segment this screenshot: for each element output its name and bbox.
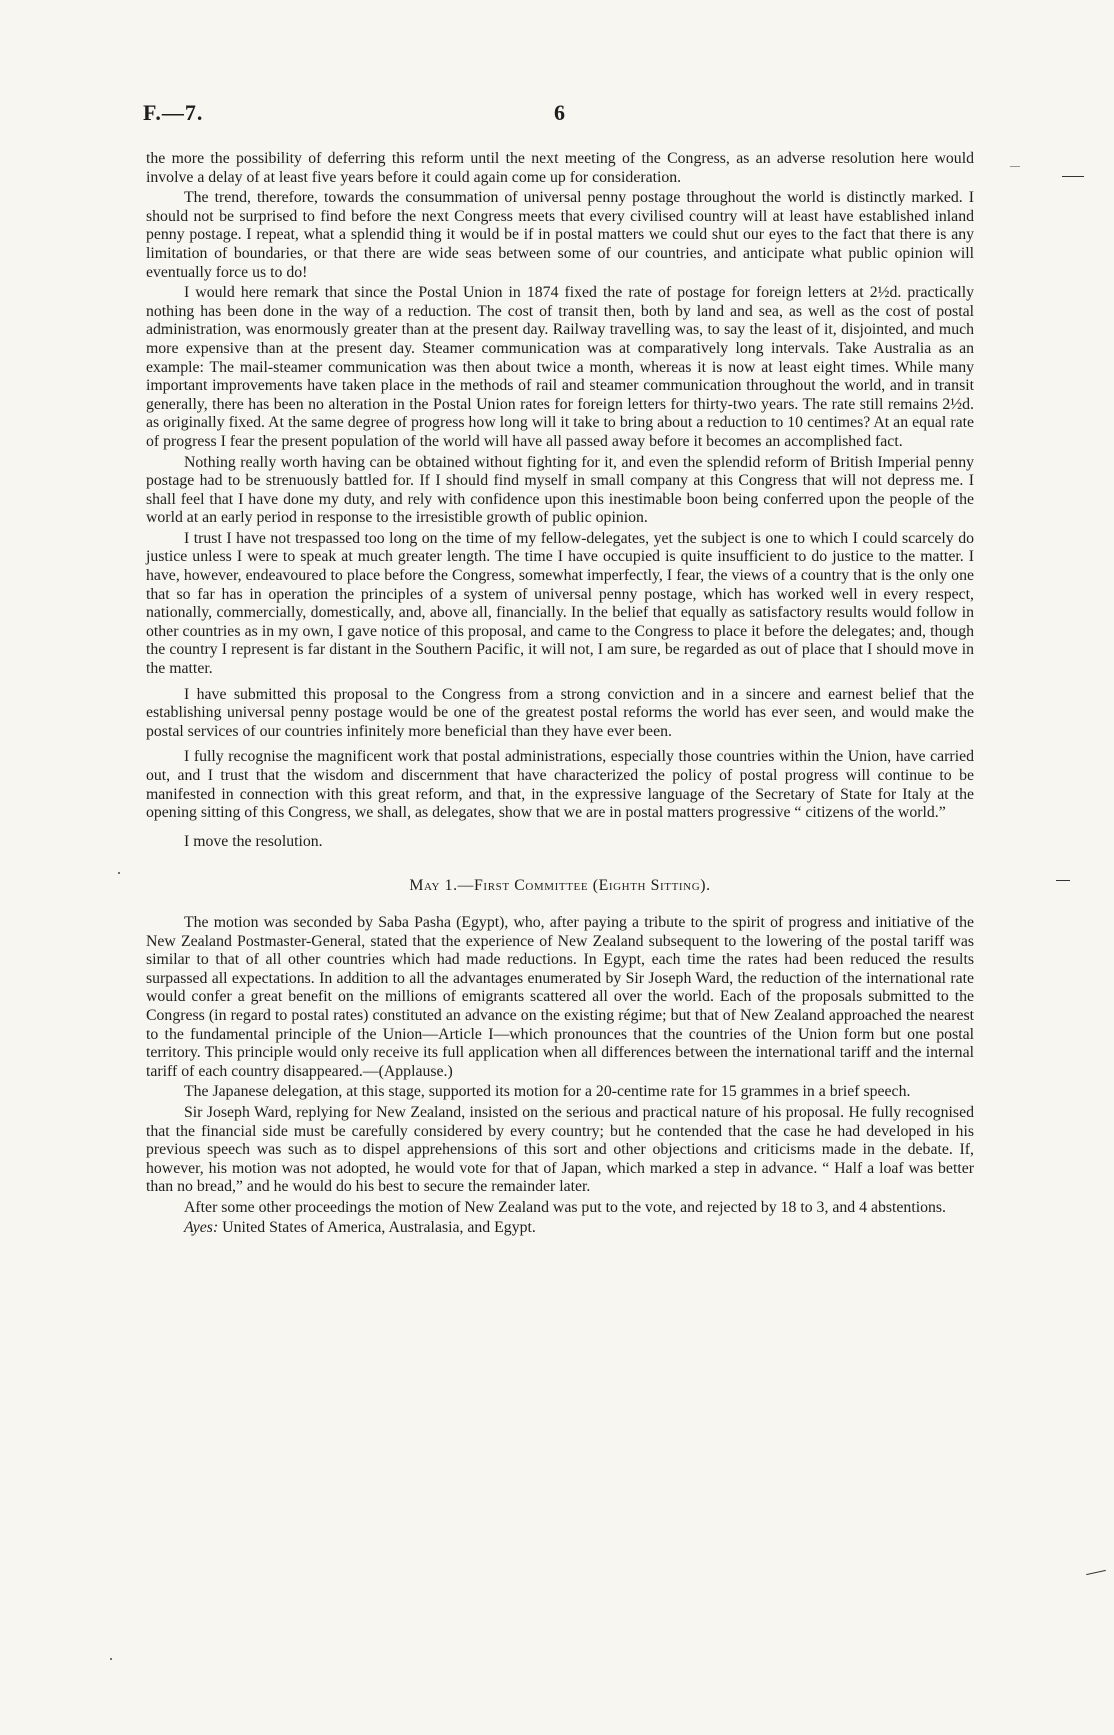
paragraph: I would here remark that since the Postal Union in 1874 fixed the rate of postage for foreign letters at 2½d. practically nothing has been done in the way of a reduction. The cost of transit then, both by land and sea, as well as the cost of postal administration, was enormously greater than at the present day. Railway travelling was, to say the least of it, disjointed, and much more expensive than at the present day. Steamer communication was at comparatively long intervals. Take Australia as an example: The mail-steamer communication was then about twice a month, whereas it is now at least eight times. While many important improvements have taken place in the methods of rail and steamer communication throughout the world, and in transit generally, there has been no alteration in the Postal Union rates for foreign letters for thirty-two years. The rate still remains 2½d. as originally fixed. At the same degree of progress how long will it take to bring about a reduction to 10 centimes? At an equal rate of progress I fear the present population of the world will have all passed away before it becomes an accomplished fact. bbox=[146, 284, 974, 450]
margin-scan-mark bbox=[1086, 1570, 1106, 1575]
paragraph: I trust I have not trespassed too long on the time of my fellow-delegates, yet the subject is one to which I could scarcely do justice unless I were to speak at much greater length. The time I have occupied is quite insufficient to do justice to the matter. I have, however, endeavoured to place before the Congress, somewhat imperfectly, I fear, the views of a country that is the only one that so far has in operation the principles of a system of universal penny postage, which has worked well in every respect, nationally, commercially, domestically, and, above all, financially. In the belief that equally as satisfactory results would follow in other countries as in my own, I gave notice of this proposal, and came to the Congress to place it before the delegates; and, though the country I represent is far distant in the Southern Pacific, it will not, I am sure, be regarded as out of place that I should move in the matter. bbox=[146, 529, 974, 678]
page-number: 6 bbox=[554, 100, 565, 125]
document-reference: F.—7. bbox=[143, 100, 204, 125]
paragraph: the more the possibility of deferring this reform until the next meeting of the Congress, as an adverse resolution here would involve a delay of at least five years before it could again come up for consideration. bbox=[146, 150, 974, 186]
paragraph: After some other proceedings the motion of New Zealand was put to the vote, and rejected by 18 to 3, and 4 abstentions. bbox=[184, 1198, 946, 1216]
margin-scan-dot bbox=[118, 872, 120, 874]
margin-scan-mark bbox=[1010, 166, 1020, 167]
ayes-line bbox=[146, 1219, 974, 1238]
ayes-label: Ayes: bbox=[184, 1219, 219, 1237]
ayes-text: United States of America, Australasia, and Egypt. bbox=[222, 1219, 536, 1237]
margin-scan-mark bbox=[1056, 880, 1070, 881]
paragraph: I have submitted this proposal to the Congress from a strong conviction and in a sincere and earnest belief that the establishing universal penny postage would be one of the greatest postal reforms the world has ever seen, and would make the postal services of our countries infinitely more beneficial than they have ever been. bbox=[146, 685, 974, 740]
paragraph: Nothing really worth having can be obtained without fighting for it, and even the splendid reform of British Imperial penny postage had to be strenuously battled for. If I should find myself in small company at this Congress that will not depress me. I shall feel that I have done my duty, and rely with confidence upon this inestimable boon being conferred upon the people of the world at an early period in response to the irresistible growth of public opinion. bbox=[146, 453, 974, 527]
paragraph: I move the resolution. bbox=[184, 832, 323, 850]
paragraph: The trend, therefore, towards the consummation of universal penny postage throughout the world is distinctly marked. I should not be surprised to find before the next Congress meets that every civilised country will at least have established inland penny postage. I repeat, what a splendid thing it would be if in postal matters we could shut our eyes to the fact that there is any limitation of boundaries, or that there are wide seas between some of our countries, and anticipate what public opinion will eventually force us to do! bbox=[146, 189, 974, 281]
page-header bbox=[143, 100, 983, 130]
paragraph: I fully recognise the magnificent work that postal administrations, especially those countries within the Union, have carried out, and I trust that the wisdom and discernment that have characterized the policy of postal progress will continue to be manifested in connection with this great reform, and that, in the expressive language of the Secretary of State for Italy at the opening sitting of this Congress, we shall, as delegates, show that we are in postal matters progressive “ citizens of the world.” bbox=[146, 748, 974, 822]
body-text bbox=[146, 150, 974, 1240]
paragraph: The motion was seconded by Saba Pasha (Egypt), who, after paying a tribute to the spirit of progress and initiative of the New Zealand Postmaster-General, stated that the experience of New Zealand subsequent to the lowering of the postal tariff was similar to that of all other countries which had made reductions. In Egypt, each time the rates had been reduced the results surpassed all expectations. In addition to all the advantages enumerated by Sir Joseph Ward, the reduction of the international rate would confer a great benefit on the millions of emigrants scattered all over the world. Each of the proposals submitted to the Congress (in regard to postal rates) constituted an advance on the existing régime; but that of New Zealand approached the nearest to the fundamental principle of the Union—Article I—which pronounces that the countries of the Union form but one postal territory. This principle would only receive its full application when all differences between the international tariff and the internal tariff of each country disappeared.—(Applause.) bbox=[146, 913, 974, 1080]
margin-scan-mark bbox=[1062, 176, 1084, 177]
margin-scan-dot bbox=[110, 1658, 112, 1660]
section-heading: May 1.—First Committee (Eighth Sitting). bbox=[409, 877, 711, 895]
paragraph: The Japanese delegation, at this stage, supported its motion for a 20-centime rate for 15 grammes in a brief speech. bbox=[184, 1083, 911, 1101]
paragraph: Sir Joseph Ward, replying for New Zealand, insisted on the serious and practical nature of his proposal. He fully recognised that the financial side must be carefully considered by every country; but he contended that the case he had developed in his previous speech was such as to dispel apprehensions of this sort and other objections and criticisms made in the debate. If, however, his motion was not adopted, he would vote for that of Japan, which marked a step in advance. “ Half a loaf was better than no bread,” and he would do his best to secure the remainder later. bbox=[146, 1103, 974, 1196]
